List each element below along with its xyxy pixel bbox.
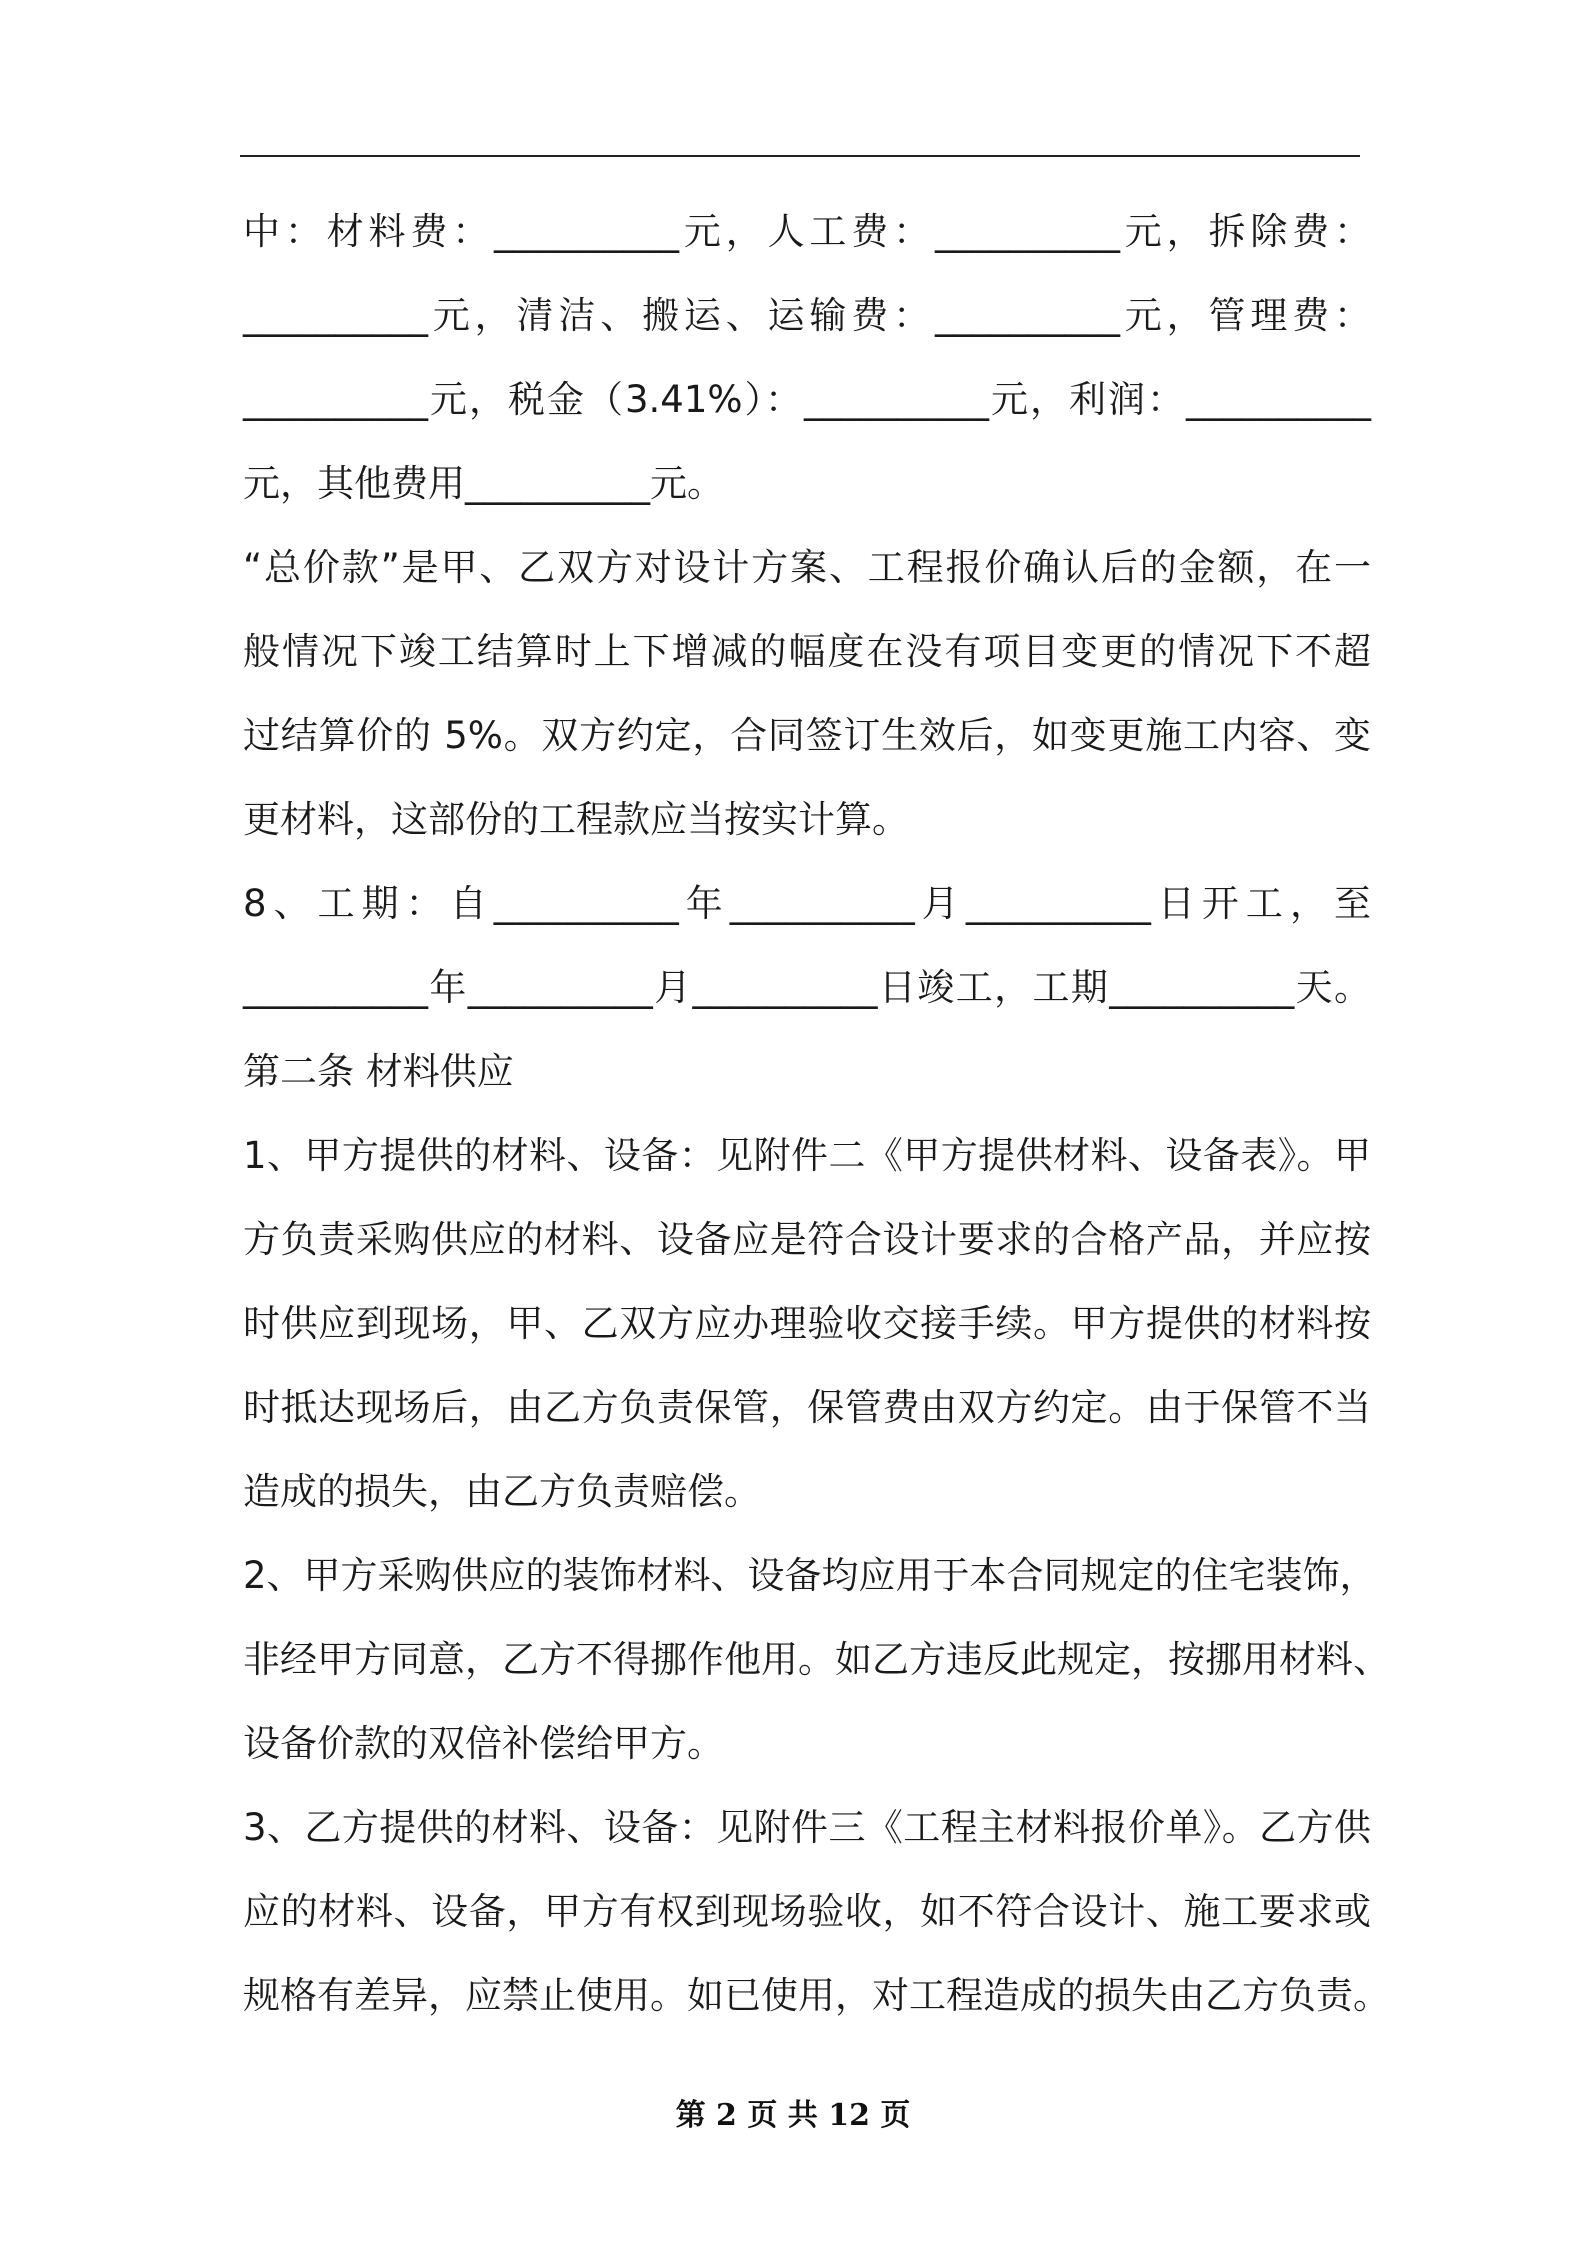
text-line: __________年__________月__________日竣工，工期__________天。 (243, 966, 1371, 1009)
text-line: 1、甲方提供的材料、设备：见附件二《甲方提供材料、设备表》。甲 (243, 1134, 1371, 1177)
text-line: 中：材料费：__________元，人工费：__________元，拆除费： (243, 210, 1371, 253)
document-body (243, 190, 1390, 2038)
text-line: 2、甲方采购供应的装饰材料、设备均应用于本合同规定的住宅装饰， (243, 1554, 1377, 1597)
text-line: 方负责采购供应的材料、设备应是符合设计要求的合格产品，并应按 (243, 1218, 1371, 1261)
header-rule (240, 155, 1360, 157)
text-line: 3、乙方提供的材料、设备：见附件三《工程主材料报价单》。乙方供 (243, 1806, 1371, 1849)
text-line: 元，其他费用__________元。 (243, 462, 724, 505)
text-line: __________元，清洁、搬运、运输费：__________元，管理费： (243, 294, 1371, 337)
text-line: 设备价款的双倍补偿给甲方。 (243, 1722, 724, 1765)
text-line: “总价款”是甲、乙双方对设计方案、工程报价确认后的金额，在一 (243, 546, 1371, 589)
section-heading: 第二条 材料供应 (243, 1050, 514, 1093)
text-line: 更材料，这部份的工程款应当按实计算。 (243, 798, 909, 841)
page-number: 第 2 页 共 12 页 (675, 2098, 911, 2133)
text-line: 造成的损失，由乙方负责赔偿。 (243, 1470, 761, 1513)
text-line: 规格有差异，应禁止使用。如已使用，对工程造成的损失由乙方负责。 (243, 1974, 1390, 2017)
text-line: 时供应到现场，甲、乙双方应办理验收交接手续。甲方提供的材料按 (243, 1302, 1371, 1345)
text-line: 时抵达现场后，由乙方负责保管，保管费由双方约定。由于保管不当 (243, 1386, 1371, 1429)
text-line: 8、工期：自__________年__________月__________日开工，至 (243, 882, 1371, 925)
text-line: 过结算价的 5%。双方约定，合同签订生效后，如变更施工内容、变 (243, 714, 1371, 757)
text-line: 般情况下竣工结算时上下增减的幅度在没有项目变更的情况下不超 (243, 630, 1371, 673)
text-line: 应的材料、设备，甲方有权到现场验收，如不符合设计、施工要求或 (243, 1890, 1371, 1933)
text-line: 非经甲方同意，乙方不得挪作他用。如乙方违反此规定，按挪用材料、 (243, 1638, 1390, 1681)
text-line: __________元，税金（3.41%）：__________元，利润：__________ (243, 378, 1371, 421)
